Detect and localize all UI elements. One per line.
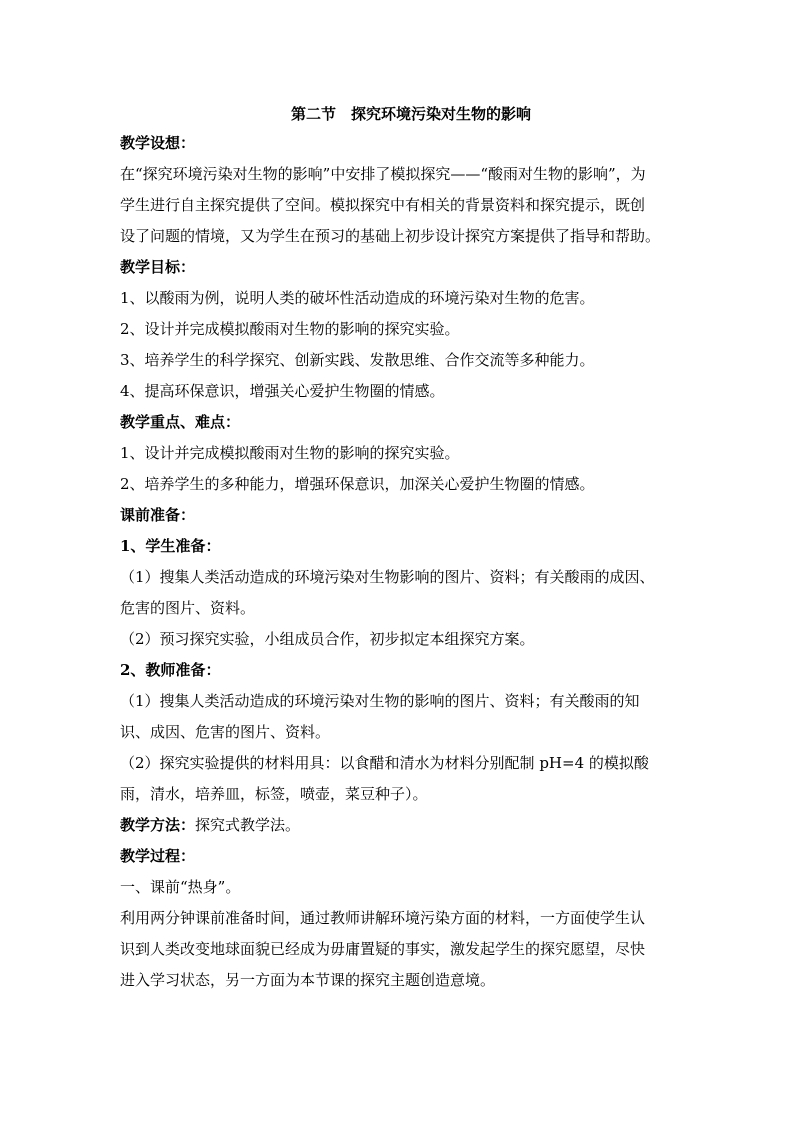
section-heading: 教学设想： [120,134,196,152]
body-text-line: 设了问题的情境，又为学生在预习的基础上初步设计探究方案提供了指导和帮助。 [120,227,661,245]
document-title: 第二节 探究环境污染对生物的影响 [290,105,531,123]
section-heading: 2、教师准备： [120,661,221,679]
body-text-line: 2、设计并完成模拟酸雨对生物的影响的探究实验。 [120,320,460,338]
body-text-line: 学生进行自主探究提供了空间。模拟探究中有相关的背景资料和探究提示，既创 [120,196,646,214]
body-text-line: 识到人类改变地球面貌已经成为毋庸置疑的事实，激发起学生的探究愿望，尽快 [120,940,646,958]
body-text-line: 雨，清水，培养皿，标签，喷壶，菜豆种子）。 [120,785,428,803]
body-text-line: 1、设计并完成模拟酸雨对生物的影响的探究实验。 [120,444,460,462]
section-heading: 1、学生准备： [120,537,221,555]
body-text-line: 在“探究环境污染对生物的影响”中安排了模拟探究——“酸雨对生物的影响”，为 [120,165,646,183]
section-heading: 教学重点、难点： [120,413,241,431]
body-text-line: （2）预习探究实验，小组成员合作，初步拟定本组探究方案。 [120,630,535,648]
body-text-line: 危害的图片、资料。 [120,599,256,617]
body-text: 探究式教学法。 [195,816,301,834]
document-body [120,128,690,996]
body-text-line: 一、课前“热身”。 [120,878,241,896]
body-text-line: 进入学习状态，另一方面为本节课的探究主题创造意境。 [120,971,496,989]
body-text-line: （1）搜集人类活动造成的环境污染对生物影响的图片、资料；有关酸雨的成因、 [120,568,655,586]
document-page [120,100,690,996]
section-heading: 教学目标： [120,258,196,276]
body-text-line: 利用两分钟课前准备时间，通过教师讲解环境污染方面的材料，一方面使学生认 [120,909,646,927]
body-text-line: 4、提高环保意识，增强关心爱护生物圈的情感。 [120,382,445,400]
body-text-line: （1）搜集人类活动造成的环境污染对生物的影响的图片、资料；有关酸雨的知 [120,692,640,710]
section-heading: 教学过程： [120,847,196,865]
section-heading: 教学方法： [120,816,196,834]
body-text-line: 1、以酸雨为例，说明人类的破坏性活动造成的环境污染对生物的危害。 [120,289,595,307]
method-line [120,810,690,841]
body-text-line: 2、培养学生的多种能力，增强环保意识，加深关心爱护生物圈的情感。 [120,475,595,493]
body-text-line: （2）探究实验提供的材料用具：以食醋和清水为材料分别配制 pH=4 的模拟酸 [120,754,649,772]
section-heading: 课前准备： [120,506,196,524]
body-text-line: 识、成因、危害的图片、资料。 [120,723,331,741]
body-text-line: 3、培养学生的科学探究、创新实践、发散思维、合作交流等多种能力。 [120,351,595,369]
